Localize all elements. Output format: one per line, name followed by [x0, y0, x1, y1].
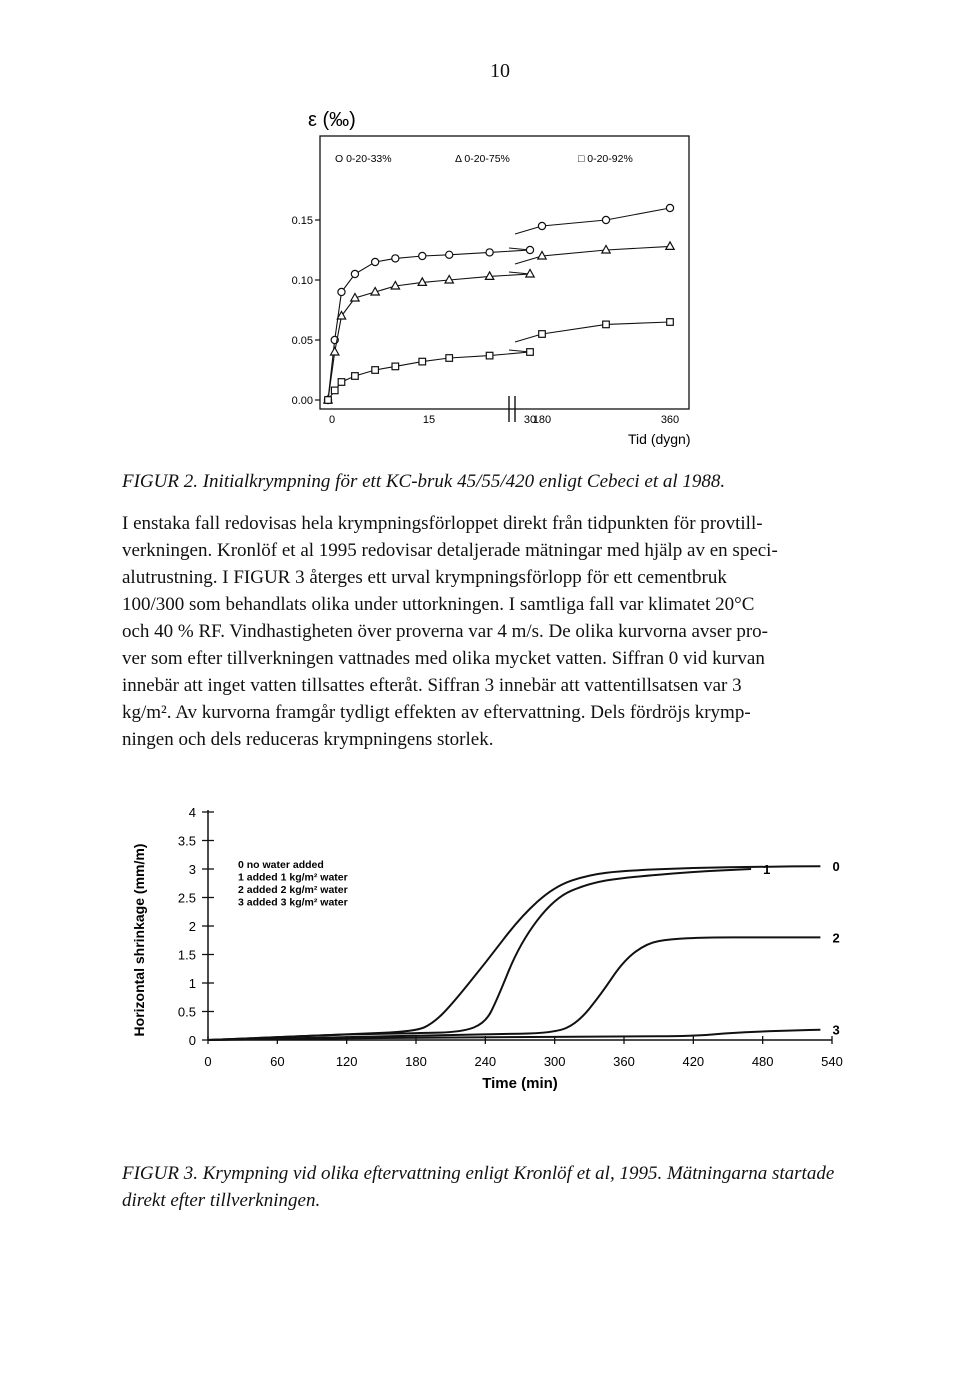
x-tick-label: 180 [532, 414, 552, 426]
body-paragraph [122, 510, 867, 753]
triangle-marker [602, 246, 610, 254]
legend-entry: □ 0-20-92% [578, 153, 633, 165]
x-tick-label: 240 [474, 1054, 497, 1069]
x-tick-label: 15 [422, 414, 436, 426]
legend-entry: 3 added 3 kg/m² water [238, 896, 348, 909]
y-tick-label: 0.00 [291, 395, 313, 407]
triangle-marker [666, 242, 674, 250]
square-marker [539, 331, 546, 338]
x-tick-label: 180 [405, 1054, 427, 1069]
square-marker [331, 387, 338, 394]
series-end-label: 3 [832, 1022, 840, 1038]
x-tick-label: 480 [751, 1054, 774, 1069]
series [324, 204, 674, 403]
y-ticks [292, 215, 320, 407]
circle-marker [602, 216, 609, 223]
y-tick-label: 1.5 [177, 947, 196, 963]
circle-marker [486, 249, 493, 256]
x-tick-label: 360 [660, 414, 680, 426]
y-tick-label: 2.5 [177, 890, 196, 906]
square-marker [352, 373, 359, 380]
circle-marker [446, 251, 453, 258]
figure-3-caption: FIGUR 3. Krympning vid olika eftervattning enligt Kronlöf et al, 1995. Mätningarna startade direkt efter tillverkningen. [122, 1163, 835, 1211]
y-tick-label: 0.10 [291, 275, 313, 287]
series-line [208, 1030, 820, 1040]
y-tick-label: 0.15 [291, 215, 313, 227]
square-marker [338, 379, 345, 386]
body-line: innebär att inget vatten tillsattes efteråt. Siffran 3 innebär att vattentillsatsen var 3 [122, 675, 742, 696]
x-tick-label: 360 [613, 1054, 635, 1069]
square-marker [419, 358, 426, 365]
square-marker [325, 397, 332, 404]
body-line: verkningen. Kronlöf et al 1995 redovisar detaljerade mätningar med hjälp av en speci- [122, 540, 778, 561]
x-axis-label: Time (min) [482, 1075, 558, 1092]
y-tick-label: 0.5 [177, 1004, 196, 1020]
x-axis-label: Tid (dygn) [628, 431, 691, 447]
legend [238, 859, 348, 909]
body-line: ningen och dels reduceras krympningens storlek. [122, 729, 494, 750]
x-tick-label: 30 [523, 414, 537, 426]
figure-2-chart [280, 100, 720, 460]
circle-marker [392, 255, 399, 262]
y-tick-label: 3 [188, 862, 196, 877]
x-tick-label: 420 [682, 1054, 705, 1069]
legend-entry: 0 no water added [238, 859, 324, 871]
figure-2-caption: FIGUR 2. Initialkrympning för ett KC-bruk 45/55/420 enligt Cebeci et al 1988. [122, 471, 726, 492]
series-end-label: 2 [832, 930, 840, 946]
y-tick-label: 4 [188, 805, 196, 820]
circle-marker [338, 288, 345, 295]
legend-entry: 2 added 2 kg/m² water [238, 884, 348, 896]
legend-entry: Δ 0-20-75% [455, 153, 510, 165]
series-line [515, 246, 670, 264]
circle-marker [419, 252, 426, 259]
y-axis-label: ε (‰) [308, 109, 356, 131]
square-marker [372, 367, 379, 374]
square-marker [667, 319, 674, 326]
x-tick-label: 300 [543, 1054, 566, 1069]
series-end-label: 0 [832, 859, 840, 875]
circle-marker [538, 222, 545, 229]
y-tick-label: 3.5 [177, 833, 196, 849]
square-marker [446, 355, 453, 362]
page-number: 10 [490, 60, 510, 82]
body-line: 100/300 som behandlats olika under uttorkningen. I samtliga fall var klimatet 20°C [122, 594, 755, 615]
y-tick-label: 2 [188, 919, 196, 934]
circle-marker [526, 246, 533, 253]
square-marker [527, 349, 534, 356]
x-tick-label: 540 [821, 1054, 843, 1069]
square-marker [392, 363, 399, 370]
x-ticks [204, 1036, 842, 1069]
circle-marker [372, 258, 379, 265]
series-line [208, 937, 820, 1040]
series-end-label: 1 [763, 862, 771, 877]
y-tick-label: 0 [188, 1033, 196, 1048]
x-tick-label: 0 [204, 1054, 212, 1069]
legend-entry: O 0-20-33% [335, 153, 392, 165]
y-tick-label: 0.05 [291, 335, 313, 347]
y-tick-label: 1 [188, 976, 196, 991]
series-line [328, 272, 530, 400]
series-line [515, 208, 670, 234]
body-line: kg/m². Av kurvorna framgår tydligt effekten av eftervattning. Dels fördröjs krymp- [122, 702, 751, 723]
x-ticks [329, 414, 679, 426]
x-tick-label: 0 [328, 414, 336, 426]
series-triangle [324, 242, 674, 403]
legend [335, 153, 633, 165]
body-line: ver som efter tillverkningen vattnades med olika mycket vatten. Siffran 0 vid kurvan [122, 648, 765, 669]
triangle-marker [331, 348, 339, 356]
series-2 [208, 930, 840, 1040]
square-marker [603, 321, 610, 328]
x-tick-label: 60 [270, 1054, 285, 1069]
circle-marker [666, 204, 673, 211]
legend-entry: 1 added 1 kg/m² water [238, 871, 348, 884]
body-line: och 40 % RF. Vindhastigheten över proverna var 4 m/s. De olika kurvorna avser pro- [122, 621, 768, 642]
circle-marker [351, 270, 358, 277]
body-line: I enstaka fall redovisas hela krympningsförloppet direkt från tidpunkten för provtill- [122, 513, 763, 534]
square-marker [486, 352, 493, 359]
figure-3-chart [110, 790, 860, 1110]
y-axis-label: Horizontal shrinkage (mm/m) [131, 843, 147, 1037]
series-square [325, 319, 674, 404]
body-line: alutrustning. I FIGUR 3 återges ett urval krympningsförlopp för ett cementbruk [122, 567, 727, 588]
triangle-marker [485, 272, 493, 280]
x-tick-label: 120 [335, 1054, 358, 1069]
